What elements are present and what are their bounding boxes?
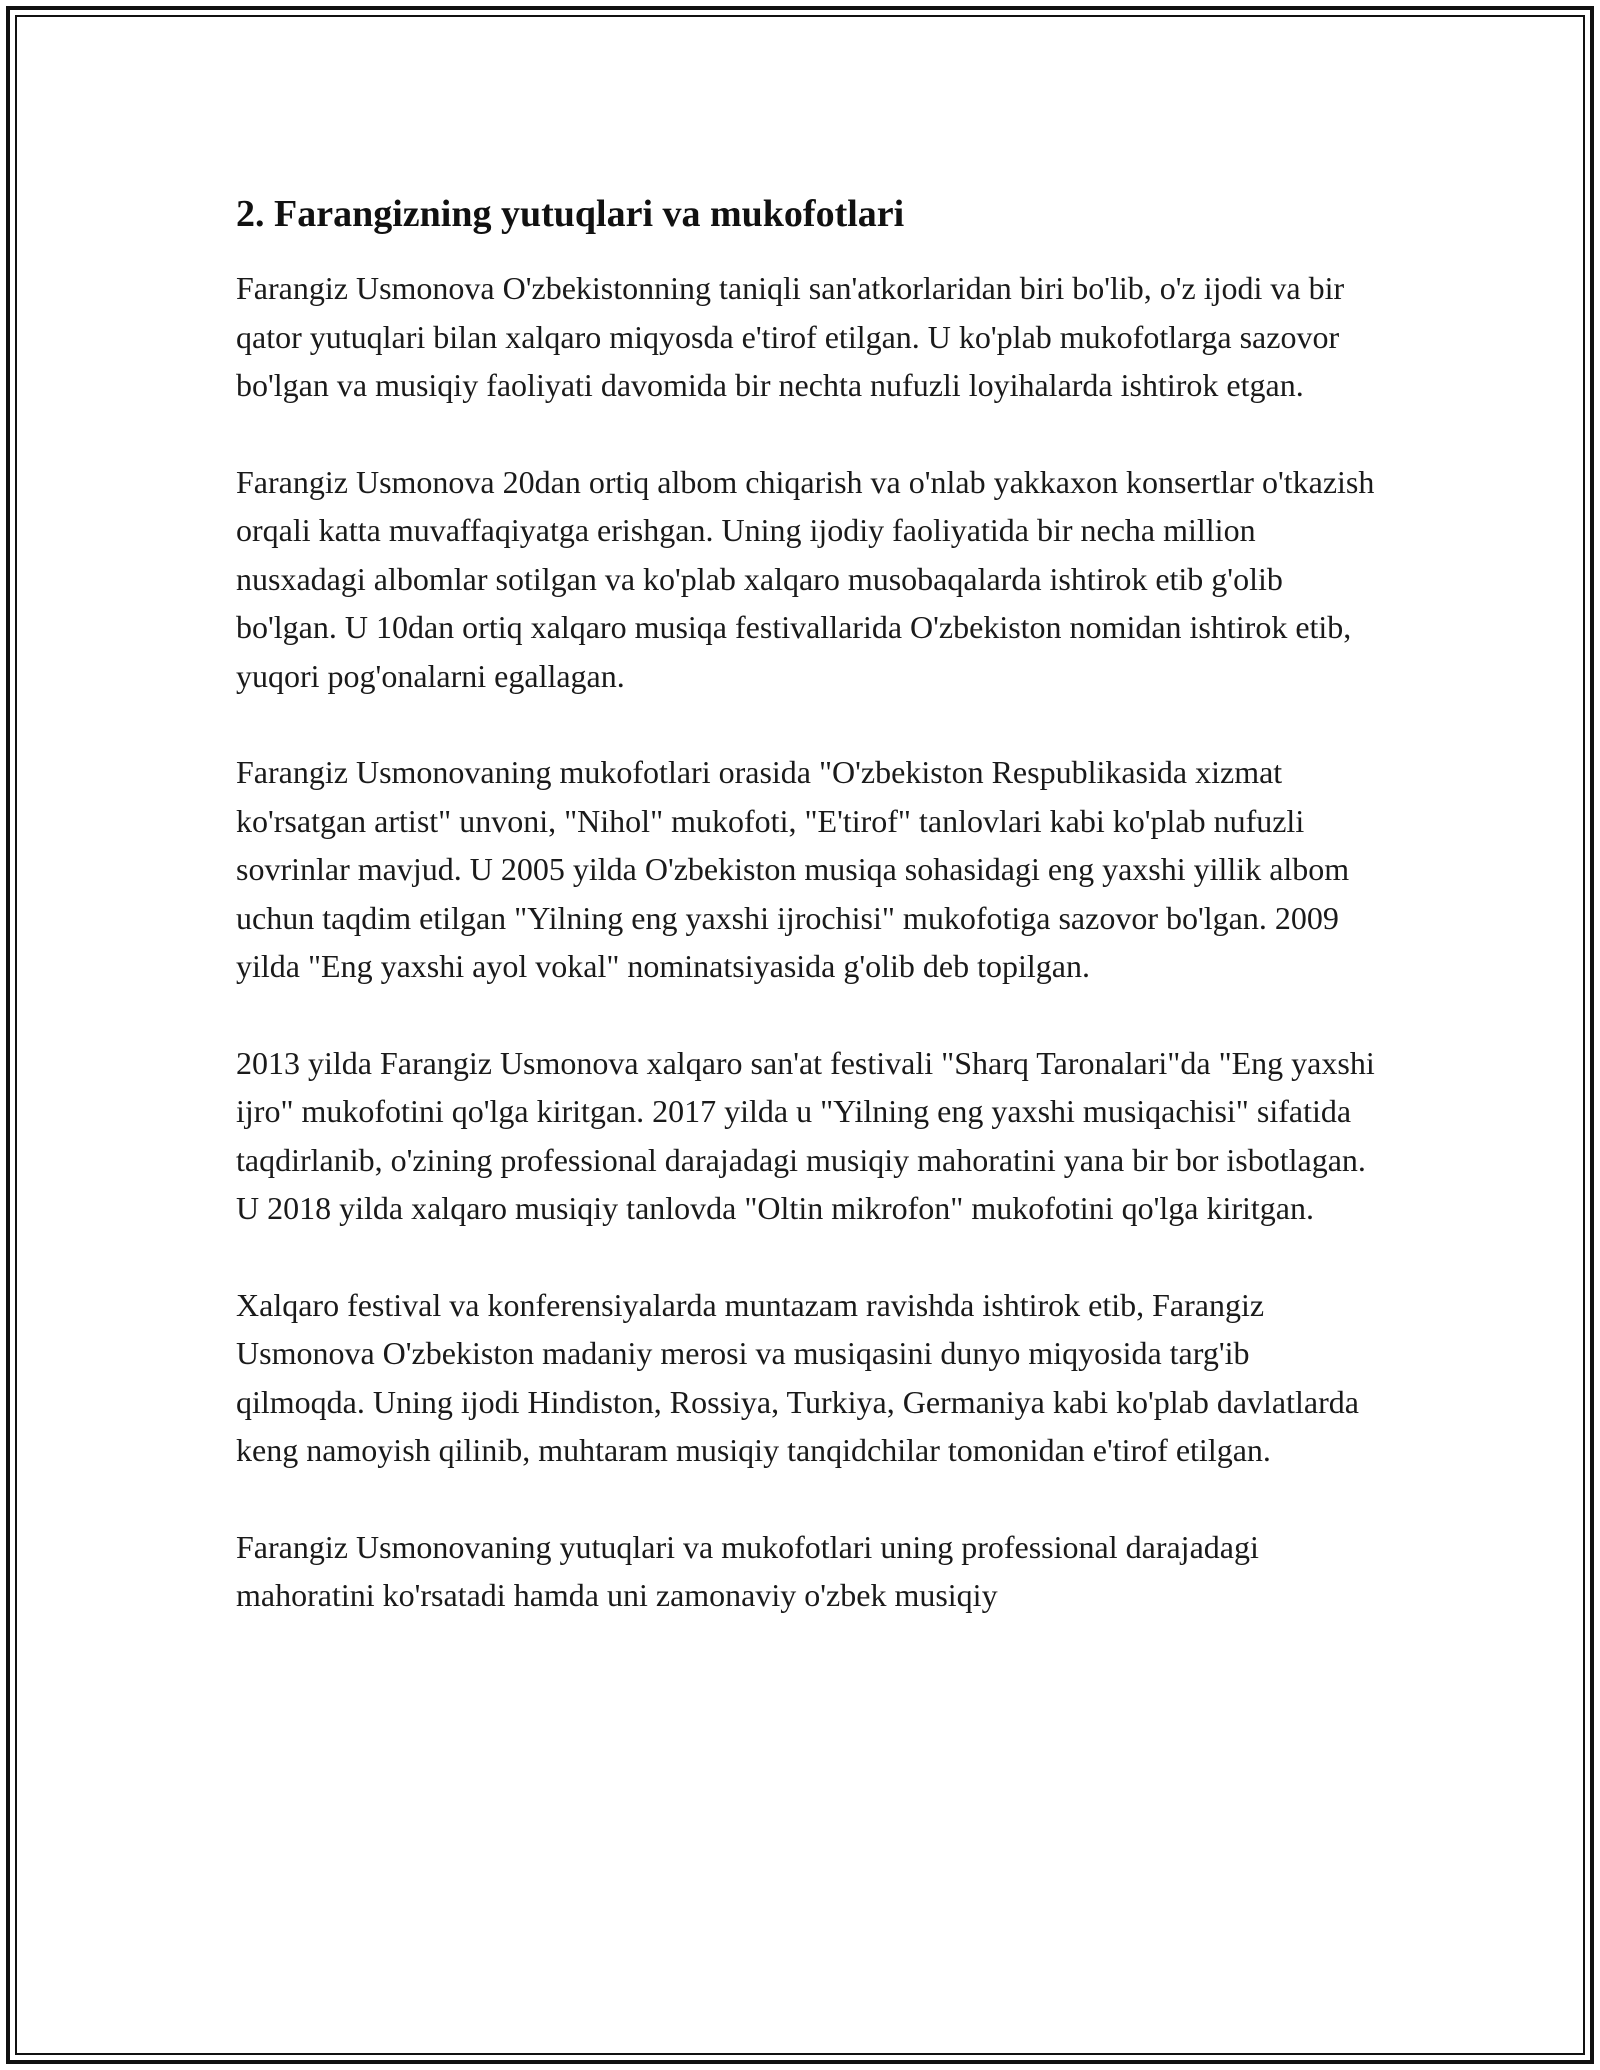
paragraph-conclusion: Farangiz Usmonovaning yutuqlari va mukofotlari uning professional darajadagi mahoratini ko'rsatadi hamda uni zamonaviy o'zbek musiqiy (236, 1528, 1259, 1613)
paragraph-albums: Farangiz Usmonova 20dan ortiq albom chiqarish va o'nlab yakkaxon konsertlar o'tkazish orqali katta muvaffaqiyatga erishgan. Uning ijodiy faoliyatida bir necha million nusxadagi albomlar sotilgan va ko'plab xalqaro musobaqalarda ishtirok etib g'olib bo'lgan. U 10dan ortiq xalqaro musiqa festivallarida O'zbekiston nomidan ishtirok etib, yuqori pog'onalarni egallagan. (236, 463, 1375, 694)
section-heading: 2. Farangizning yutuqlari va mukofotlari (236, 193, 905, 235)
paragraph-international: Xalqaro festival va konferensiyalarda muntazam ravishda ishtirok etib, Farangiz Usmonova O'zbekiston madaniy merosi va musiqasini dunyo miqyosida targ'ib qilmoqda. Uning ijodi Hindiston, Rossiya, Turkiya, Germaniya kabi ko'plab davlatlarda keng namoyish qilinib, muhtaram musiqiy tanqidchilar tomonidan e'tirof etilgan. (236, 1286, 1359, 1468)
document-body (236, 186, 1386, 1668)
paragraph-later-awards: 2013 yilda Farangiz Usmonova xalqaro san'at festivali "Sharq Taronalari"da "Eng yaxshi ijro" mukofotini qo'lga kiritgan. 2017 yilda u "Yilning eng yaxshi musiqachisi" sifatida taqdirlanib, o'zining professional darajadagi musiqiy mahoratini yana bir bor isbotlagan. U 2018 yilda xalqaro musiqiy tanlovda "Oltin mikrofon" mukofotini qo'lga kiritgan. (236, 1044, 1375, 1226)
paragraph-awards: Farangiz Usmonovaning mukofotlari orasida "O'zbekiston Respublikasida xizmat ko'rsatgan artist" unvoni, "Nihol" mukofoti, "E'tirof" tanlovlari kabi ko'plab nufuzli sovrinlar mavjud. U 2005 yilda O'zbekiston musiqa sohasidagi eng yaxshi yillik albom uchun taqdim etilgan "Yilning eng yaxshi ijrochisi" mukofotiga sazovor bo'lgan. 2009 yilda "Eng yaxshi ayol vokal" nominatsiyasida g'olib deb topilgan. (236, 754, 1350, 984)
paragraph-intro: Farangiz Usmonova O'zbekistonning taniqli san'atkorlaridan biri bo'lib, o'z ijodi va bir qator yutuqlari bilan xalqaro miqyosda e'tirof etilgan. U ko'plab mukofotlarga sazovor bo'lgan va musiqiy faoliyati davomida bir nechta nufuzli loyihalarda ishtirok etgan. (236, 270, 1345, 403)
